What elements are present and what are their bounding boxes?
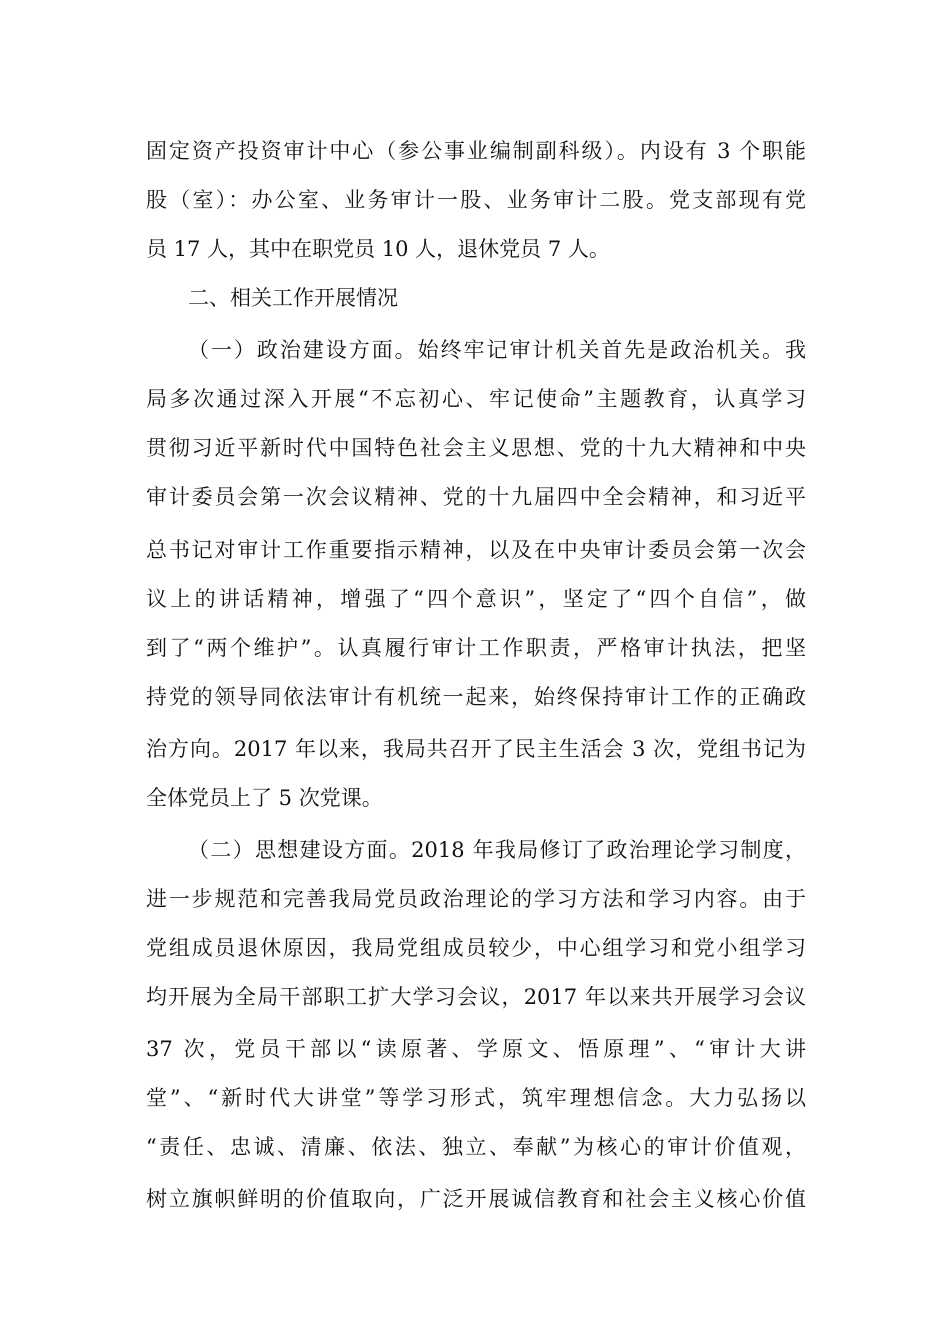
text-line: 均开展为全局干部职工扩大学习会议，2017 年以来共开展学习会议: [146, 985, 806, 1009]
text-line: 贯彻习近平新时代中国特色社会主义思想、党的十九大精神和中央: [146, 436, 806, 460]
text-line: （一）政治建设方面。始终牢记审计机关首先是政治机关。我: [188, 338, 806, 362]
text-line: （二）思想建设方面。2018 年我局修订了政治理论学习制度，: [188, 838, 806, 862]
text-line: 进一步规范和完善我局党员政治理论的学习方法和学习内容。由于: [146, 887, 806, 911]
text-line: 员 17 人，其中在职党员 10 人，退休党员 7 人。: [146, 237, 610, 261]
text-line: 持党的领导同依法审计有机统一起来，始终保持审计工作的正确政: [146, 685, 806, 709]
text-line: 党组成员退休原因，我局党组成员较少，中心组学习和党小组学习: [146, 936, 806, 960]
text-line: 治方向。2017 年以来，我局共召开了民主生活会 3 次，党组书记为: [146, 737, 806, 761]
text-line: 全体党员上了 5 次党课。: [146, 786, 383, 810]
text-line: 固定资产投资审计中心（参公事业编制副科级）。内设有 3 个职能: [146, 139, 806, 163]
text-line: “责任、忠诚、清廉、依法、独立、奉献”为核心的审计价值观，: [146, 1135, 806, 1159]
text-line: 局多次通过深入开展“不忘初心、牢记使命”主题教育，认真学习: [146, 387, 806, 411]
text-line: 37 次，党员干部以“读原著、学原文、悟原理”、“审计大讲: [146, 1037, 806, 1061]
text-line: 堂”、“新时代大讲堂”等学习形式，筑牢理想信念。大力弘扬以: [146, 1086, 806, 1110]
text-line: 审计委员会第一次会议精神、党的十九届四中全会精神，和习近平: [146, 485, 806, 509]
section-heading: 二、相关工作开展情况: [188, 286, 398, 310]
text-line: 总书记对审计工作重要指示精神，以及在中央审计委员会第一次会: [146, 538, 806, 562]
text-line: 议上的讲话精神，增强了“四个意识”，坚定了“四个自信”，做: [146, 587, 806, 611]
text-line: 到了“两个维护”。认真履行审计工作职责，严格审计执法，把坚: [146, 636, 806, 660]
text-line: 股（室）：办公室、业务审计一股、业务审计二股。党支部现有党: [146, 188, 806, 212]
text-line: 树立旗帜鲜明的价值取向，广泛开展诚信教育和社会主义核心价值: [146, 1187, 806, 1211]
